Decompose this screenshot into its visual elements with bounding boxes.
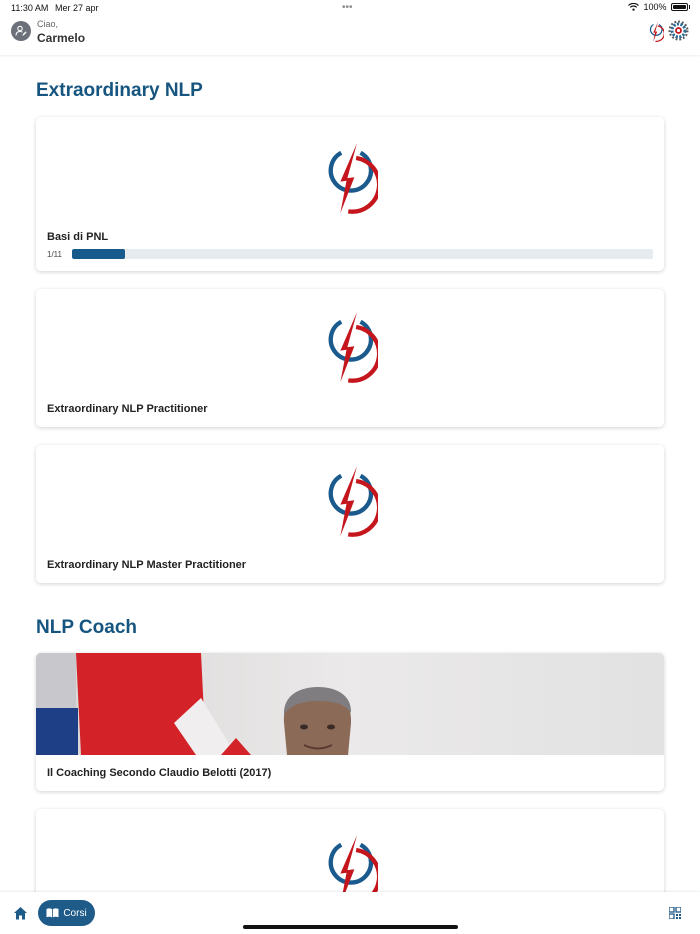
greeting-text: Ciao, xyxy=(37,19,59,29)
course-card-coaching-belotti[interactable] xyxy=(36,653,664,791)
home-indicator[interactable] xyxy=(243,925,458,929)
user-avatar[interactable] xyxy=(11,21,31,41)
qr-code-icon[interactable] xyxy=(669,907,681,919)
course-title: Extraordinary NLP Practitioner xyxy=(47,403,208,415)
course-title: Il Coaching Secondo Claudio Belotti (2017) xyxy=(47,767,272,779)
course-logo-icon xyxy=(322,463,378,541)
battery-icon xyxy=(671,3,688,11)
nav-corsi-button[interactable] xyxy=(38,900,95,926)
book-icon xyxy=(46,908,59,918)
course-logo-icon xyxy=(322,309,378,387)
course-cover-photo xyxy=(36,653,664,755)
section-title-nlp-coach: NLP Coach xyxy=(36,617,138,638)
status-bar xyxy=(0,0,700,16)
progress-bar-fill xyxy=(72,249,125,259)
gear-logo-icon[interactable] xyxy=(668,20,689,41)
course-title: Basi di PNL xyxy=(47,231,109,243)
status-time: 11:30 AM xyxy=(11,3,49,13)
username: Carmelo xyxy=(37,31,86,45)
course-card-basi-di-pnl[interactable] xyxy=(36,117,664,271)
brand-logo-icon[interactable] xyxy=(648,21,664,43)
progress-bar xyxy=(72,249,653,259)
multitasking-dots-icon[interactable]: ••• xyxy=(342,2,353,13)
user-edit-icon xyxy=(15,25,27,37)
course-card-practitioner[interactable] xyxy=(36,289,664,427)
section-title-extraordinary-nlp: Extraordinary NLP xyxy=(36,80,203,101)
app-header xyxy=(0,16,700,55)
cover-photo-image xyxy=(36,653,664,755)
wifi-icon xyxy=(628,3,639,11)
home-icon[interactable] xyxy=(12,905,29,922)
progress-count: 1/11 xyxy=(47,250,62,259)
course-title: Extraordinary NLP Master Practitioner xyxy=(47,559,247,571)
course-logo-icon xyxy=(322,140,378,218)
course-card-master-practitioner[interactable] xyxy=(36,445,664,583)
battery-percent: 100% xyxy=(643,2,667,12)
status-right xyxy=(628,2,690,12)
nav-corsi-label: Corsi xyxy=(63,907,87,919)
status-date: Mer 27 apr xyxy=(55,3,99,13)
